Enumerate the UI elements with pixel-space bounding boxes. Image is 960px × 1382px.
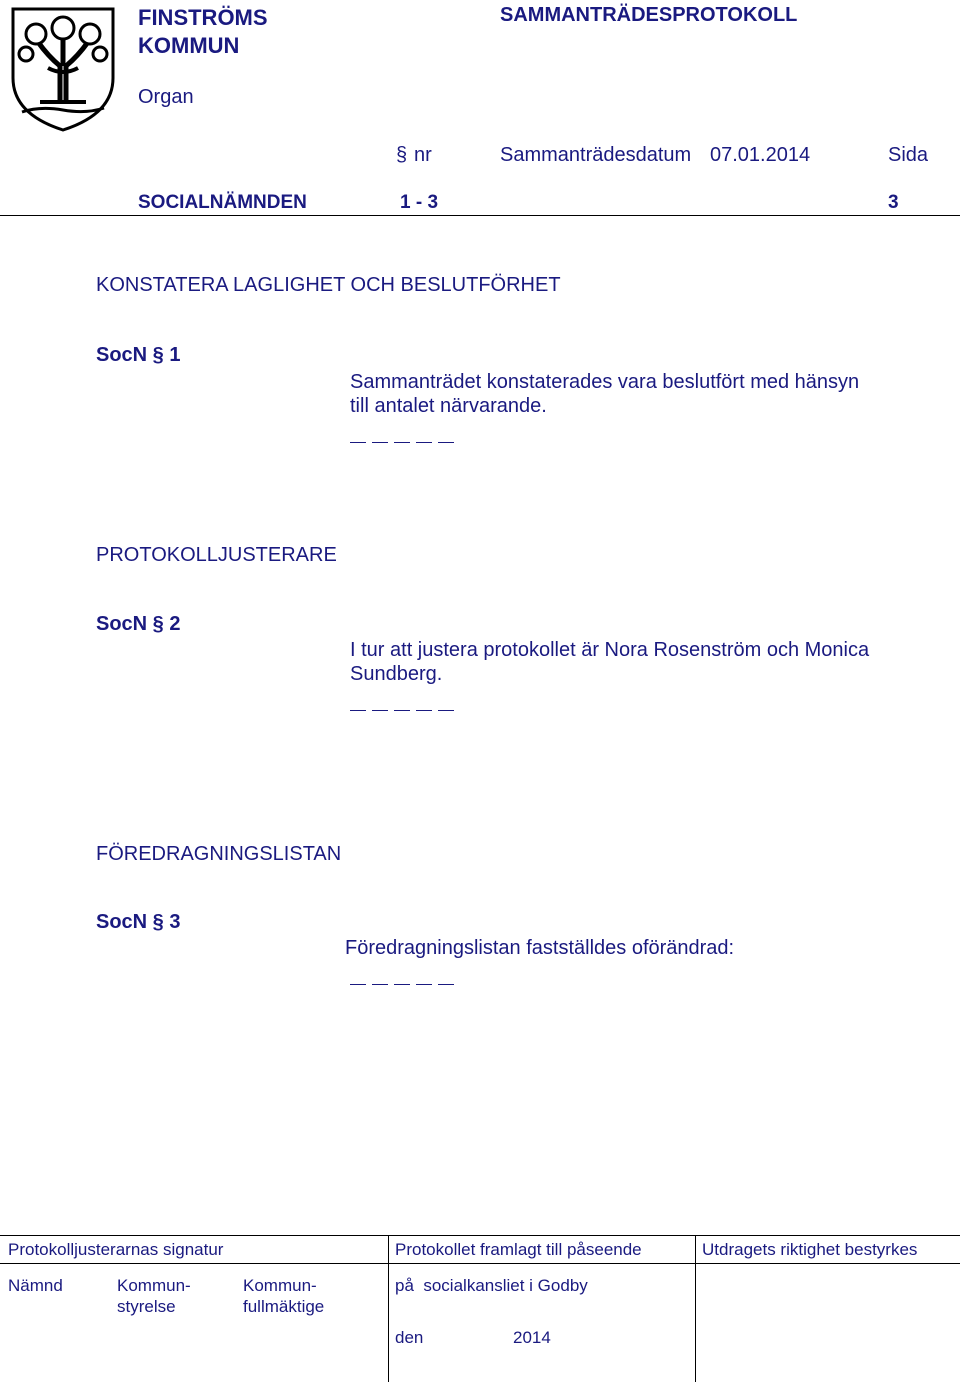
kommunfullmaktige-label <box>243 1275 324 1317</box>
signature-footer <box>0 1235 960 1382</box>
organ-value: SOCIALNÄMNDEN <box>138 192 307 213</box>
signature-header: Protokolljusterarnas signatur <box>8 1240 224 1259</box>
kommunstyrelse-label <box>117 1275 191 1317</box>
municipality-name-line1: FINSTRÖMS <box>138 5 268 30</box>
kommunstyrelse-line1: Kommun- <box>117 1276 191 1295</box>
item-3-text <box>345 936 935 960</box>
item-1-heading: KONSTATERA LAGLIGHET OCH BESLUTFÖRHET <box>96 274 561 296</box>
nr-value: 1 - 3 <box>400 192 439 213</box>
footer-divider-2 <box>695 1235 696 1382</box>
posted-place: på socialkansliet i Godby <box>395 1276 588 1295</box>
posted-header: Protokollet framlagt till påseende <box>395 1240 642 1259</box>
item-1-text-line1: Sammanträdet konstaterades vara beslutfört med hänsyn <box>350 371 860 393</box>
extract-header: Utdragets riktighet bestyrkes <box>702 1240 918 1259</box>
footer-top-rule <box>0 1235 960 1236</box>
item-2-text-line1: I tur att justera protokollet är Nora Rosenström och Monica <box>350 639 870 661</box>
municipality-name-line2: KOMMUN <box>138 33 240 58</box>
nr-label: nr <box>414 144 432 166</box>
item-1-text <box>350 370 940 418</box>
item-3-text-line1: Föredragningslistan fastställdes oförändrad: <box>345 937 735 959</box>
protocol-title: SAMMANTRÄDESPROTOKOLL <box>500 4 798 26</box>
date-label: Sammanträdesdatum <box>500 144 692 166</box>
posted-year: 2014 <box>513 1328 551 1347</box>
item-1-text-line2: till antalet närvarande. <box>350 395 547 417</box>
municipality-coat-of-arms <box>10 6 116 132</box>
footer-header-rule <box>0 1263 960 1264</box>
municipality-name <box>138 4 268 60</box>
item-3-end-dashes <box>350 984 454 985</box>
posted-date-label: den <box>395 1328 424 1347</box>
item-2-text-line2: Sundberg. <box>350 663 443 685</box>
item-1-label: SocN § 1 <box>96 344 181 366</box>
kommunfullmaktige-line2: fullmäktige <box>243 1297 325 1316</box>
page-label: Sida <box>888 144 929 166</box>
date-value: 07.01.2014 <box>710 144 811 166</box>
organ-label: Organ <box>138 86 194 108</box>
namnd-label: Nämnd <box>8 1276 63 1295</box>
item-1-end-dashes <box>350 442 454 443</box>
item-2-text <box>350 638 940 686</box>
kommunstyrelse-line2: styrelse <box>117 1297 176 1316</box>
kommunfullmaktige-line1: Kommun- <box>243 1276 317 1295</box>
item-2-end-dashes <box>350 710 454 711</box>
section-symbol: § <box>396 144 408 166</box>
item-3-heading: FÖREDRAGNINGSLISTAN <box>96 843 342 865</box>
footer-divider-1 <box>388 1235 389 1382</box>
item-2-heading: PROTOKOLLJUSTERARE <box>96 544 337 566</box>
page-value: 3 <box>888 192 899 213</box>
item-3-label: SocN § 3 <box>96 911 181 933</box>
item-2-label: SocN § 2 <box>96 613 181 635</box>
header-rule <box>0 215 960 216</box>
